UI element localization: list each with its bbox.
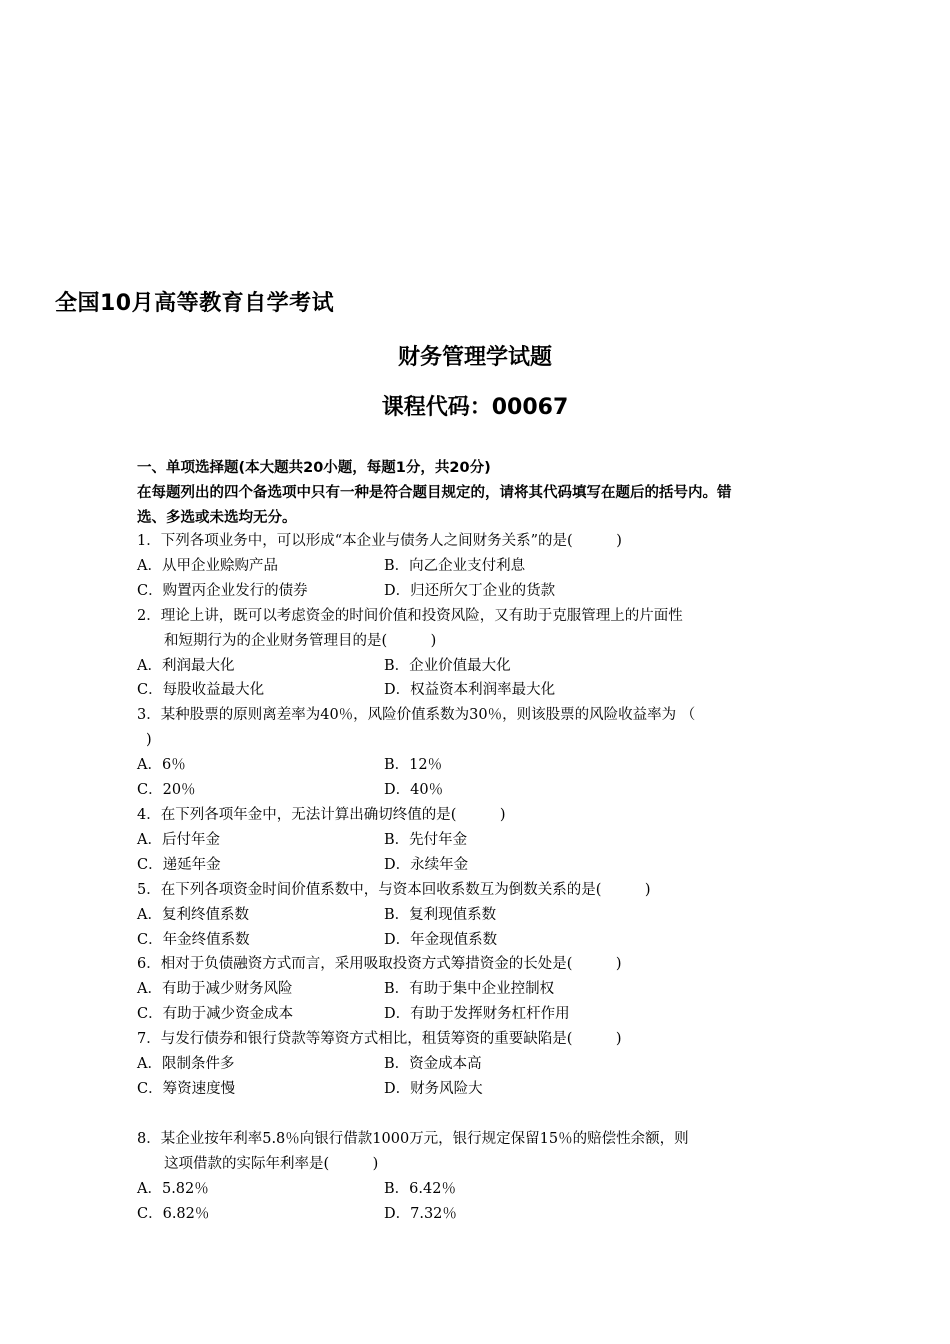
options-row [137,1002,837,1027]
option-c: C．20％ [137,782,196,799]
question-stem: 7．与发行债券和银行贷款等筹资方式相比，租赁筹资的重要缺陷是( ) [137,1031,622,1048]
options-row [137,1077,837,1102]
option-c: C．每股收益最大化 [137,682,265,699]
subject-title: 财务管理学试题 [397,345,552,370]
option-a: A．从甲企业赊购产品 [137,557,278,574]
question-stem-continued: ) [146,732,152,749]
options-row [137,654,837,679]
option-b: B．有助于集中企业控制权 [384,981,555,998]
option-c: C．递延年金 [137,856,221,873]
exam-title: 全国10月高等教育自学考试 [55,291,335,316]
options-row [137,554,837,579]
question-3 [137,703,837,803]
option-a: A．有助于减少财务风险 [137,981,293,998]
option-b: B．复利现值系数 [384,906,497,923]
question-stem: 3．某种股票的原则离差率为40％，风险价值系数为30％，则该股票的风险收益率为 （ [137,707,696,724]
options-row [137,678,837,703]
option-b: B．向乙企业支付利息 [384,557,526,574]
option-a: A．5.82％ [137,1180,209,1197]
option-c: C．筹资速度慢 [137,1080,236,1097]
section-instruction-line2: 选、多选或未选均无分。 [137,510,297,526]
option-c: C．年金终值系数 [137,931,250,948]
option-b: B．12％ [384,757,443,774]
options-row [137,778,837,803]
option-c: C．购置丙企业发行的债券 [137,582,308,599]
section-header [137,456,837,531]
question-5 [137,878,837,953]
option-a: A．限制条件多 [137,1056,235,1073]
question-8 [137,1127,837,1227]
options-row [137,753,837,778]
question-stem: 4．在下列各项年金中，无法计算出确切终值的是( ) [137,806,506,823]
option-d: D．有助于发挥财务杠杆作用 [384,1006,570,1023]
course-code: 课程代码：00067 [381,395,569,420]
option-d: D．权益资本利润率最大化 [384,682,556,699]
options-row [137,1177,837,1202]
option-b: B．先付年金 [384,831,468,848]
option-d: D．永续年金 [384,856,469,873]
question-2 [137,604,837,704]
question-stem: 1．下列各项业务中，可以形成“本企业与债务人之间财务关系”的是( ) [137,533,622,549]
option-d: D．7.32％ [384,1205,457,1222]
option-b: B．资金成本高 [384,1056,482,1073]
option-d: D．归还所欠丁企业的货款 [384,582,556,599]
question-1 [137,529,837,604]
question-4 [137,803,837,878]
question-stem-continued: 和短期行为的企业财务管理目的是( ) [164,632,437,649]
spacer [137,1102,837,1127]
option-d: D．年金现值系数 [384,931,498,948]
options-row [137,928,837,953]
question-6 [137,952,837,1027]
option-d: D．财务风险大 [384,1080,483,1097]
option-b: B．6.42％ [384,1180,456,1197]
section-heading: 一、单项选择题(本大题共20小题，每题1分，共20分) [137,460,491,476]
question-stem-continued: 这项借款的实际年利率是( ) [164,1155,379,1172]
options-row [137,579,837,604]
option-c: C．有助于减少资金成本 [137,1006,294,1023]
options-row [137,1202,837,1227]
options-row [137,1052,837,1077]
options-row [137,977,837,1002]
options-row [137,853,837,878]
options-row [137,903,837,928]
option-c: C．6.82％ [137,1205,210,1222]
option-d: D．40％ [384,782,444,799]
option-a: A．利润最大化 [137,657,235,674]
question-list [137,529,837,1226]
question-stem: 8．某企业按年利率5.8％向银行借款1000万元，银行规定保留15％的赔偿性余额，则 [137,1130,689,1147]
question-stem: 5．在下列各项资金时间价值系数中，与资本回收系数互为倒数关系的是( ) [137,881,651,898]
question-stem: 6．相对于负债融资方式而言，采用吸取投资方式筹措资金的长处是( ) [137,956,622,973]
option-b: B．企业价值最大化 [384,657,511,674]
section-instruction-line1: 在每题列出的四个备选项中只有一种是符合题目规定的，请将其代码填写在题后的括号内。错 [137,485,732,501]
options-row [137,828,837,853]
option-a: A．后付年金 [137,831,220,848]
question-stem: 2．理论上讲，既可以考虑资金的时间价值和投资风险，又有助于克服管理上的片面性 [137,607,683,624]
question-7 [137,1027,837,1102]
option-a: A．复利终值系数 [137,906,249,923]
option-a: A．6％ [137,757,186,774]
